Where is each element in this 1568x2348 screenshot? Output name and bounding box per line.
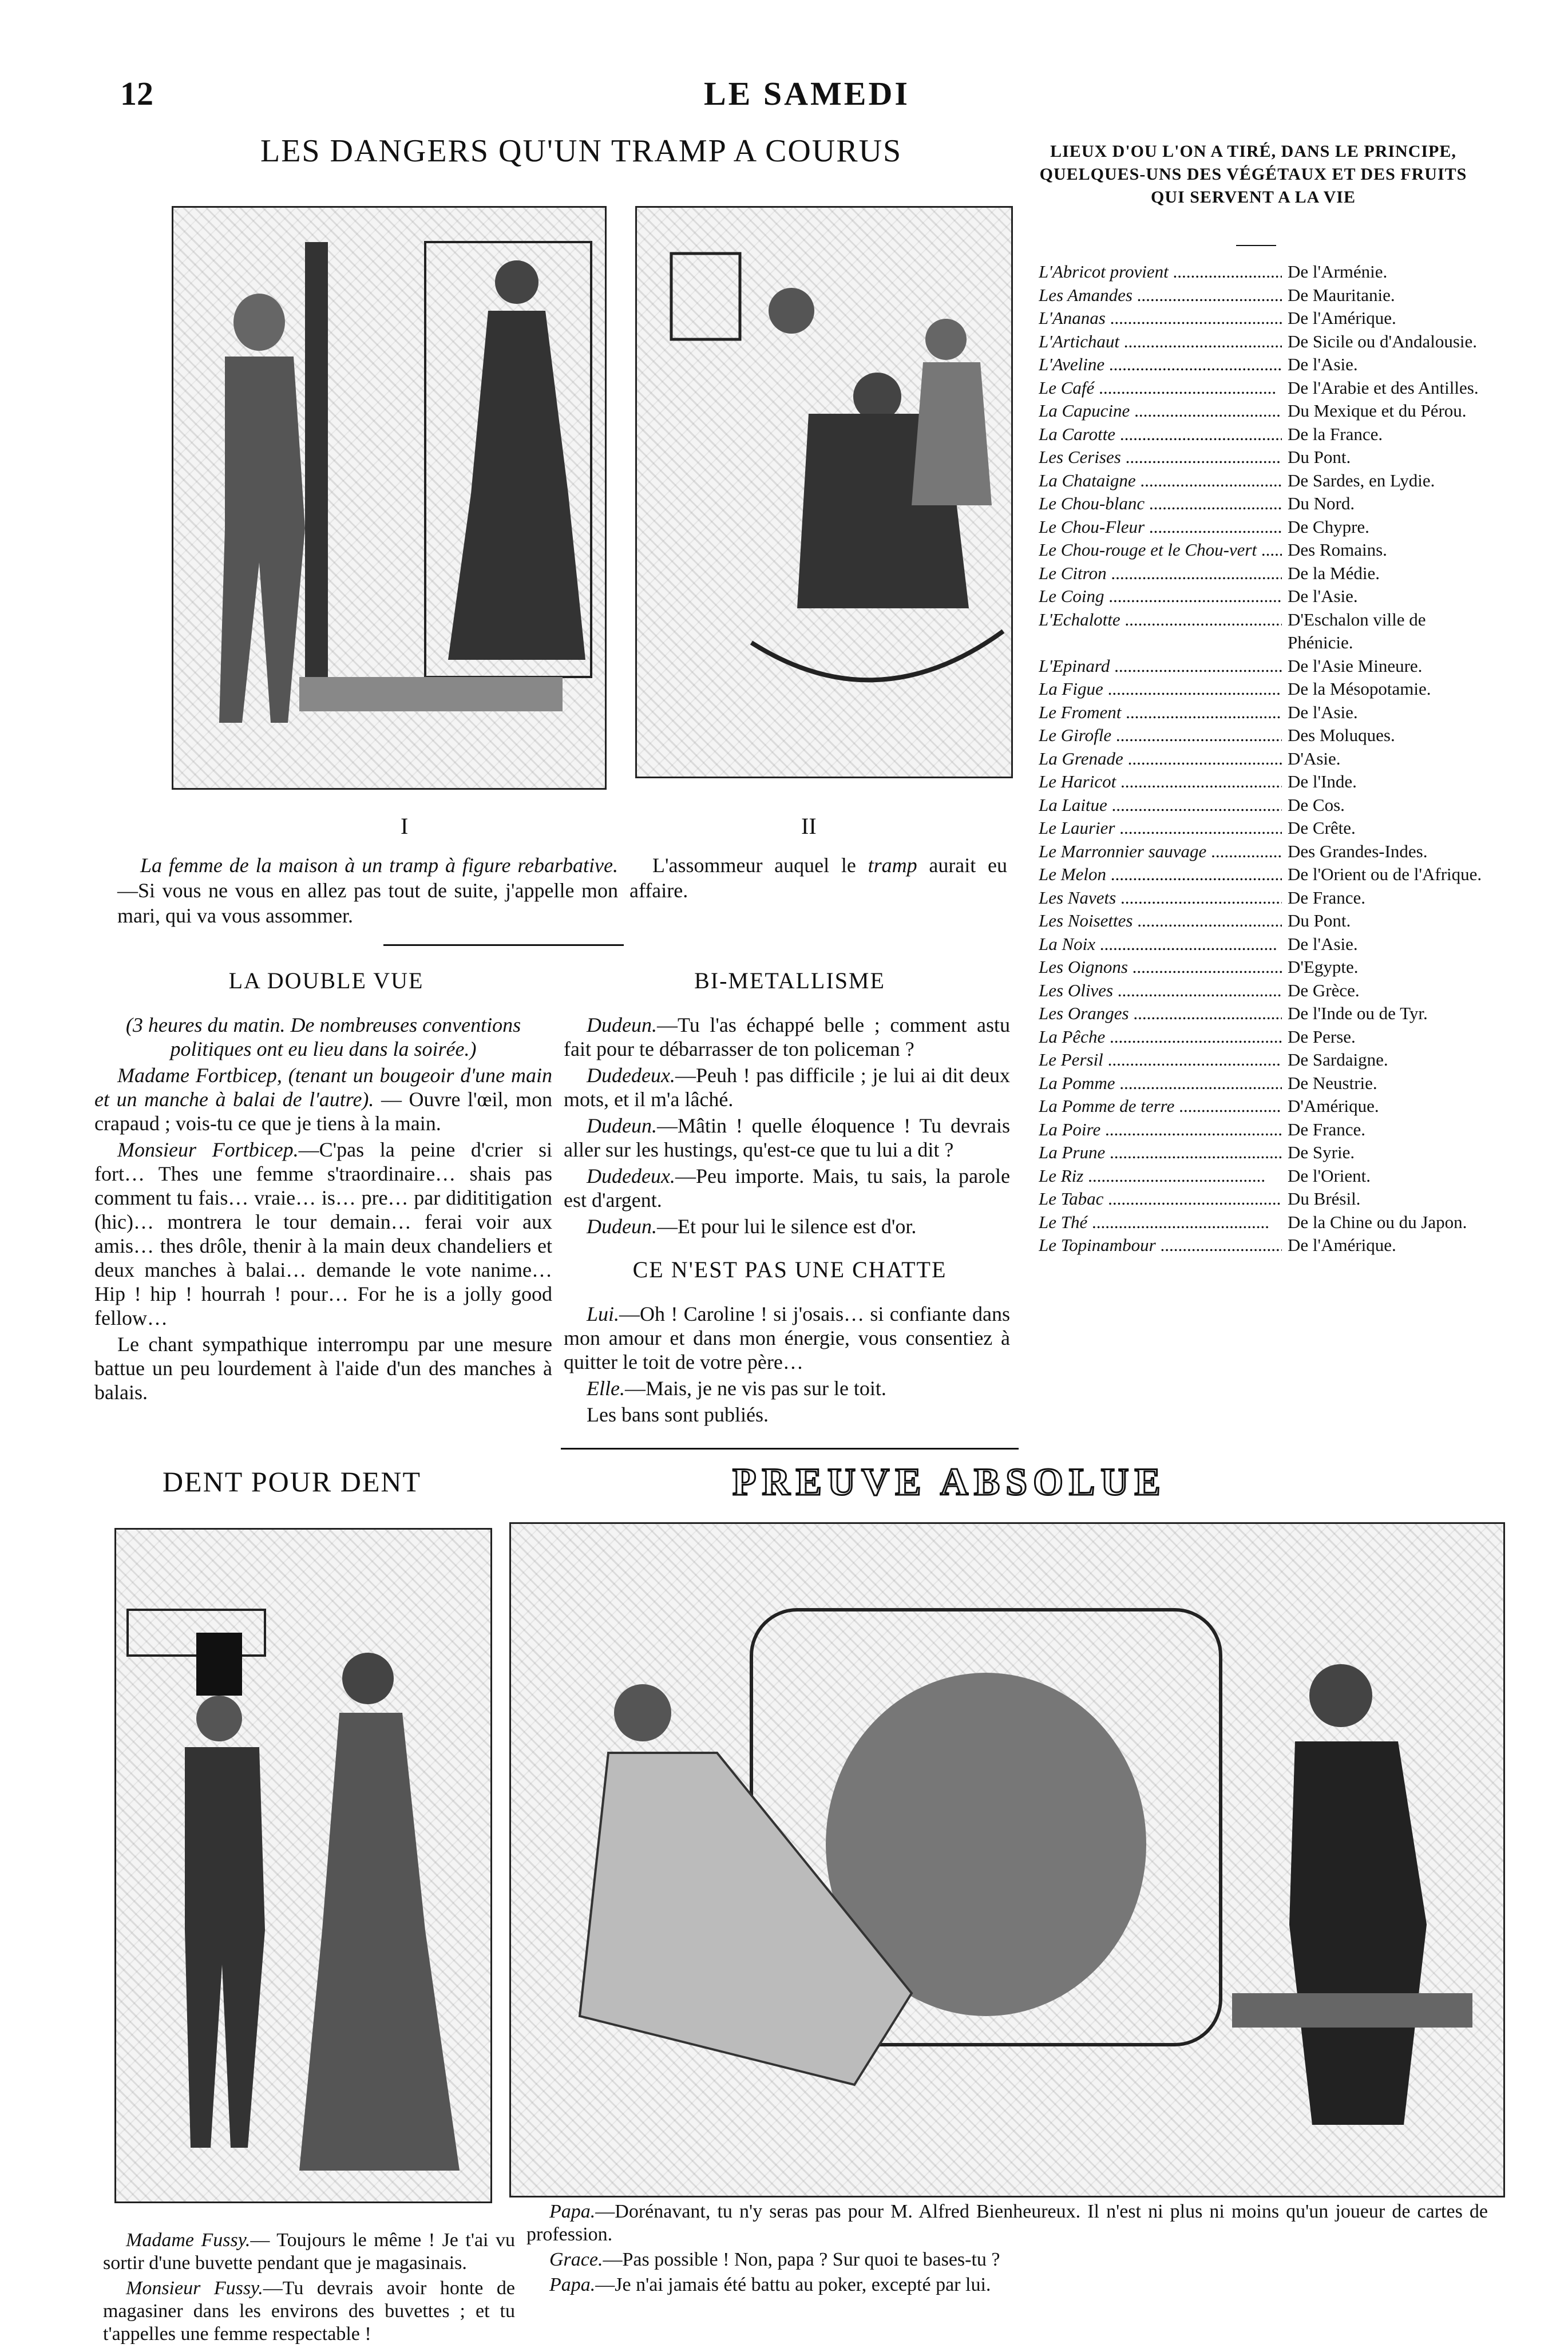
lieux-item-origin: De Neustrie. [1288,1072,1377,1093]
lieux-item-name: Le Tabac ..... [1039,1187,1282,1211]
lieux-item-origin: D'Eschalon ville de Phénicie. [1288,609,1426,652]
lieux-item-name: Le Chou-rouge et le Chou-vert ..... [1039,539,1282,562]
lieux-list [1039,260,1485,1257]
lieux-item-origin: De France. [1288,1119,1365,1139]
dent-line [103,2277,515,2346]
speech: —Dorénavant, tu n'y seras pas pour M. Alfred Bienheureux. Il n'est ni plus ni moins qu'un joueur de cartes de profession. [526,2201,1488,2245]
speaker: Dudedeux. [587,1165,675,1187]
double-vue-intro: (3 heures du matin. De nombreuses conventions politiques ont eu lieu dans la soirée.) [125,1013,521,1060]
bimetal-line [564,1114,1010,1162]
lieux-item-origin: De Grèce. [1288,980,1360,1000]
lieux-item-name: La Pomme ..... [1039,1072,1282,1095]
lieux-item-origin: Du Mexique et du Pérou. [1288,401,1467,421]
bimetal-line [564,1164,1010,1212]
bimetal-line [564,1063,1010,1111]
lieux-item-origin: De Sardes, en Lydie. [1288,470,1435,490]
speaker: Papa. [549,2201,596,2222]
lieux-row [1039,1211,1485,1234]
lieux-row [1039,817,1485,840]
lieux-item-name: Le Marronnier sauvage ..... [1039,840,1282,864]
tramp-figure-sketch [173,208,605,788]
lieux-item-name: Le Girofle ..... [1039,724,1282,747]
caption-text: —Si vous ne vous en allez pas tout de suite, j'appelle mon mari, qui va vous assommer. [117,879,618,927]
lieux-row [1039,1048,1485,1072]
speaker: Dudeun. [587,1013,657,1036]
lieux-item-name: La Carotte ..... [1039,423,1282,446]
lieux-item-origin: Du Brésil. [1288,1189,1361,1209]
lieux-item-origin: De la Chine ou du Japon. [1288,1211,1467,1232]
lieux-item-name: La Pêche ..... [1039,1025,1282,1049]
lieux-item-origin: De l'Orient ou de l'Afrique. [1288,864,1482,884]
lieux-item-name: Les Noisettes ..... [1039,909,1282,933]
double-vue-text [94,1013,552,1407]
caption-text-a: L'assommeur auquel le [652,854,868,877]
lieux-row [1039,1002,1485,1025]
lieux-item-origin: De l'Asie. [1288,702,1358,722]
lieux-item-origin: De l'Inde. [1288,771,1357,791]
double-vue-title: LA DOUBLE VUE [228,968,424,993]
lieux-item-name: L'Echalotte ..... [1039,608,1282,655]
lieux-item-origin: De la Médie. [1288,563,1380,583]
caption-italic: La femme de la maison à un tramp à figure rebarbative. [140,854,618,877]
lieux-item-origin: De Cos. [1288,794,1345,815]
lieux-item-origin: Des Moluques. [1288,725,1395,745]
family-figure-sketch [637,208,1011,777]
lieux-item-origin: De l'Arménie. [1288,262,1388,282]
lieux-item-name: L'Aveline ..... [1039,353,1282,377]
speaker: Dudeun. [587,1114,657,1137]
lieux-row [1039,1187,1485,1211]
lieux-item-origin: De Chypre. [1288,516,1369,537]
bimetal-text [564,1013,1010,1241]
lieux-item-name: Le Citron ..... [1039,562,1282,585]
speaker: Elle. [587,1377,625,1400]
speech: —Peu importe. Mais, tu sais, la parole est d'argent. [564,1165,1010,1211]
lieux-item-name: Le Riz ..... [1039,1165,1282,1188]
lieux-item-name: La Capucine ..... [1039,399,1282,423]
tramp-illustration-1 [172,206,607,790]
speaker: Papa. [549,2274,596,2295]
lieux-item-name: Les Oranges ..... [1039,1002,1282,1025]
speech: — Toujours le même ! Je t'ai vu sortir d'une buvette pendant que je magasinais. [103,2230,515,2274]
speech: —Mâtin ! quelle éloquence ! Tu devrais aller sur les hustings, qu'est-ce que tu lui a dit ? [564,1114,1010,1161]
lieux-row [1039,1118,1485,1142]
lieux-item-name: Le Laurier ..... [1039,817,1282,840]
speaker: Dudedeux. [587,1064,675,1087]
lieux-item-name: Le Topinambour ..... [1039,1234,1282,1257]
lieux-item-origin: Du Pont. [1288,447,1351,467]
lieux-row [1039,516,1485,539]
page-number: 12 [120,75,153,112]
lieux-row [1039,1025,1485,1049]
tramp-caption-2 [629,853,1007,903]
lieux-row [1039,330,1485,354]
lieux-item-origin: De l'Asie Mineure. [1288,655,1423,676]
lieux-item-name: Les Navets ..... [1039,886,1282,910]
lieux-item-name: L'Epinard ..... [1039,655,1282,678]
speaker: Monsieur Fortbicep. [117,1138,299,1161]
lieux-item-origin: De l'Amérique. [1288,308,1396,328]
lieux-item-name: Le Melon ..... [1039,863,1282,886]
speech: —Oh ! Caroline ! si j'osais… si confiante dans mon amour et dans mon énergie, vous consentiez à quitter le toit de votre père… [564,1302,1010,1373]
dent-line [103,2229,515,2275]
lieux-item-name: Le Persil ..... [1039,1048,1282,1072]
lieux-row [1039,747,1485,771]
lieux-item-origin: De Mauritanie. [1288,284,1395,305]
lieux-item-name: La Poire ..... [1039,1118,1282,1142]
speech: —C'pas la peine d'crier si fort… Thes une femme s'traordinaire… shais pas comment tu fais… vraie… is… pre… par didititigation (hic)… montrera le tour demain… ferai voir aux amis… thes drôle, thenir à la main deux chandeliers et deux manches à balai… demande le vote nanime… Hip ! hip ! hourrah ! pour… For he is a jolly good fellow… [94,1138,553,1329]
lieux-row [1039,1141,1485,1165]
lieux-row [1039,446,1485,469]
chatte-line: Les bans sont publiés. [587,1403,769,1426]
caption-italic: tramp [868,854,917,877]
lieux-row [1039,1234,1485,1257]
lieux-row [1039,469,1485,493]
lieux-row [1039,608,1485,655]
lieux-item-origin: De l'Asie. [1288,586,1358,606]
divider [561,1448,1019,1450]
couple-figure-sketch [116,1530,490,2202]
lieux-item-name: Les Olives ..... [1039,979,1282,1003]
lieux-row [1039,794,1485,817]
speech: —Et pour lui le silence est d'or. [656,1215,917,1238]
lieux-item-origin: De l'Arabie et des Antilles. [1288,377,1479,398]
preuve-illustration [509,1522,1505,2197]
lieux-item-origin: D'Egypte. [1288,957,1359,977]
speech: —Peuh ! pas difficile ; je lui ai dit deux mots, et il m'a lâché. [564,1064,1010,1111]
lieux-row [1039,539,1485,562]
lieux-item-origin: D'Asie. [1288,748,1341,769]
double-vue-p3: Le chant sympathique interrompu par une mesure battue un peu lourdement à l'aide d'un des manches à balais. [94,1333,552,1404]
dent-illustration [114,1528,492,2203]
lieux-item-name: Le Chou-Fleur ..... [1039,516,1282,539]
lieux-item-name: Le Thé ..... [1039,1211,1282,1234]
lieux-item-origin: De Sardaigne. [1288,1050,1388,1070]
speaker: Madame Fortbicep, (tenant un bougeoir d'une main et un manche à balai de l'autre). [94,1064,552,1111]
chatte-text [564,1302,1010,1429]
speech: —Mais, je ne vis pas sur le toit. [624,1377,886,1400]
lieux-row [1039,307,1485,330]
lieux-item-name: L'Ananas ..... [1039,307,1282,330]
caption-text-b: aurait eu affaire. [629,854,1007,902]
lieux-item-origin: D'Amérique. [1288,1096,1379,1116]
lieux-item-name: Le Chou-blanc ..... [1039,492,1282,516]
lieux-row [1039,284,1485,307]
lieux-row [1039,863,1485,886]
lieux-item-name: La Figue ..... [1039,678,1282,701]
lieux-row [1039,260,1485,284]
lieux-row [1039,1095,1485,1118]
lieux-item-origin: De Sicile ou d'Andalousie. [1288,331,1478,351]
lieux-row [1039,377,1485,400]
lieux-row [1039,909,1485,933]
lieux-item-name: L'Abricot provient ..... [1039,260,1282,284]
lieux-item-name: Les Cerises ..... [1039,446,1282,469]
lieux-item-origin: De l'Asie. [1288,933,1358,954]
divider [383,944,624,946]
double-vue-p1 [94,1063,552,1135]
lieux-item-name: Le Coing ..... [1039,585,1282,608]
figure-label-1: I [401,813,409,839]
lieux-row [1039,678,1485,701]
lieux-item-name: La Laitue ..... [1039,794,1282,817]
publication-title: LE SAMEDI [704,75,910,112]
lieux-row [1039,1165,1485,1188]
lieux-row [1039,886,1485,910]
lieux-item-origin: De la France. [1288,423,1383,444]
lieux-row [1039,353,1485,377]
bimetal-line [564,1214,1010,1238]
lieux-row [1039,770,1485,794]
lieux-item-origin: De Perse. [1288,1026,1356,1047]
lieux-row [1039,840,1485,864]
lieux-item-origin: Du Pont. [1288,910,1351,931]
chatte-line [564,1302,1010,1374]
lieux-item-name: La Grenade ..... [1039,747,1282,771]
lieux-row [1039,933,1485,956]
lieux-item-origin: De France. [1288,887,1365,908]
speaker: Monsieur Fussy. [126,2278,263,2299]
lieux-item-name: La Prune ..... [1039,1141,1282,1165]
preuve-title: PREUVE ABSOLUE [732,1460,1166,1503]
speaker: Dudeun. [587,1215,657,1238]
preuve-text [526,2200,1488,2299]
lieux-row [1039,724,1485,747]
lieux-item-name: Le Haricot ..... [1039,770,1282,794]
lieux-heading: LIEUX D'OU L'ON A TIRÉ, DANS LE PRINCIPE, QUELQUES-UNS DES VÉGÉTAUX ET DES FRUITS QUI SERVENT A LA VIE [1039,142,1467,207]
preuve-line [526,2200,1488,2246]
lieux-item-name: La Chataigne ..... [1039,469,1282,493]
speech: —Pas possible ! Non, papa ? Sur quoi te bases-tu ? [603,2249,1000,2270]
lieux-item-origin: Du Nord. [1288,493,1355,513]
lieux-item-origin: De l'Amérique. [1288,1235,1396,1255]
speech: —Tu devrais avoir honte de magasiner dans les environs des buvettes ; et tu t'appelles une femme respectable ! [103,2278,515,2345]
lieux-row [1039,423,1485,446]
lieux-row [1039,701,1485,724]
lieux-item-origin: Des Grandes-Indes. [1288,841,1428,861]
preuve-line [526,2274,1488,2296]
double-vue-p2 [94,1138,552,1330]
lieux-row [1039,399,1485,423]
tramp-title: LES DANGERS QU'UN TRAMP A COURUS [260,133,902,169]
parlour-scene-sketch [511,1524,1503,2196]
lieux-item-origin: Des Romains. [1288,540,1387,560]
lieux-item-name: L'Artichaut ..... [1039,330,1282,354]
lieux-item-name: Les Amandes ..... [1039,284,1282,307]
lieux-row [1039,492,1485,516]
tramp-illustration-2 [635,206,1013,778]
bimetal-line [564,1013,1010,1061]
lieux-row [1039,956,1485,979]
lieux-item-origin: De Crête. [1288,818,1356,838]
figure-label-2: II [801,813,817,839]
lieux-item-name: Le Froment ..... [1039,701,1282,724]
lieux-item-origin: De l'Inde ou de Tyr. [1288,1003,1428,1023]
speaker: Lui. [587,1302,620,1325]
bimetal-title: BI-METALLISME [694,968,885,993]
lieux-item-name: Les Oignons ..... [1039,956,1282,979]
lieux-row [1039,655,1485,678]
lieux-item-name: La Pomme de terre ..... [1039,1095,1282,1118]
lieux-item-origin: De la Mésopotamie. [1288,679,1431,699]
lieux-item-name: Le Café ..... [1039,377,1282,400]
speech: — Ouvre l'œil, mon crapaud ; vois-tu ce que je tiens à la main. [94,1088,552,1135]
dent-title: DENT POUR DENT [162,1466,422,1498]
lieux-item-name: La Noix ..... [1039,933,1282,956]
speaker: Madame Fussy. [126,2230,251,2251]
speech: —Tu l'as échappé belle ; comment astu fait pour te débarrasser de ton policeman ? [564,1013,1010,1060]
speaker: Grace. [549,2249,603,2270]
chatte-title: CE N'EST PAS UNE CHATTE [632,1257,947,1282]
lieux-row [1039,562,1485,585]
chatte-line [564,1376,1010,1400]
lieux-row [1039,979,1485,1003]
lieux-item-origin: De Syrie. [1288,1142,1355,1162]
lieux-row [1039,585,1485,608]
dent-text [103,2229,515,2348]
speech: —Je n'ai jamais été battu au poker, excepté par lui. [595,2274,991,2295]
lieux-item-origin: De l'Orient. [1288,1165,1371,1186]
lieux-item-origin: De l'Asie. [1288,354,1358,374]
lieux-row [1039,1072,1485,1095]
tramp-caption-1 [117,853,618,928]
divider [1236,245,1276,246]
preuve-line [526,2248,1488,2271]
